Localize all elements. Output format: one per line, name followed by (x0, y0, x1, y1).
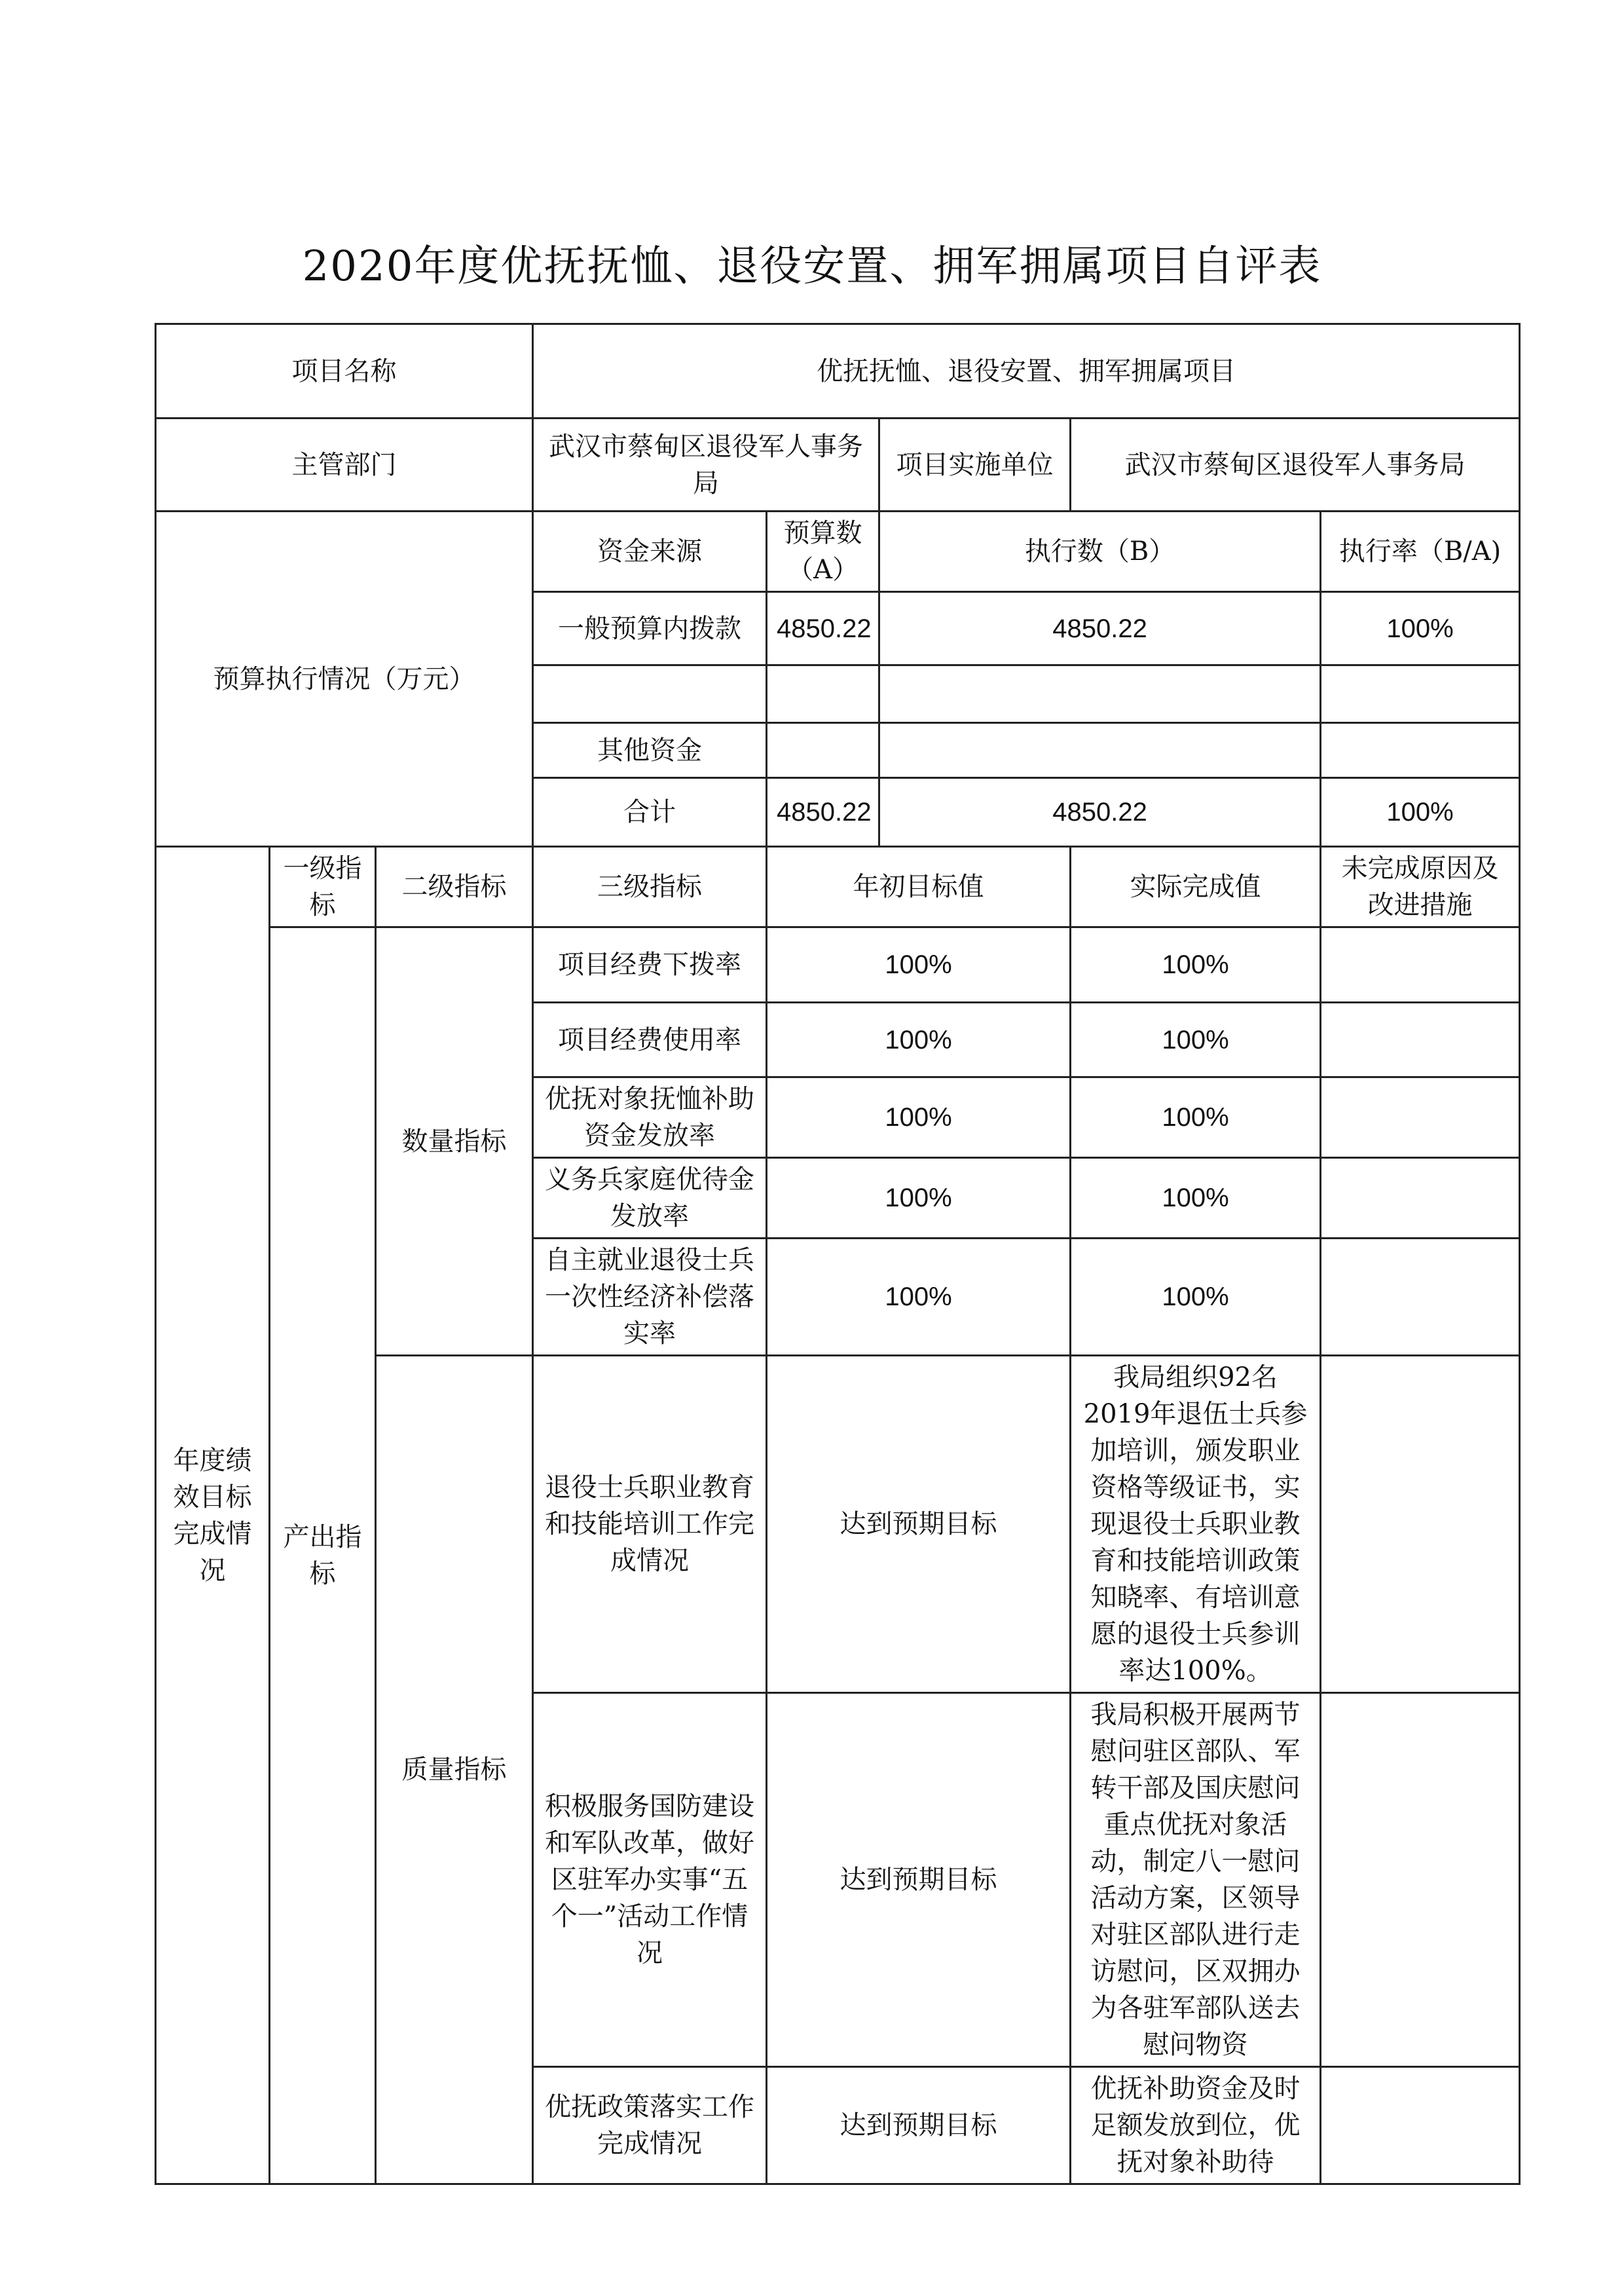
budget-header-row (156, 512, 1520, 592)
fund-source-header: 资金来源 (533, 512, 767, 592)
indicator-row (156, 927, 1520, 1003)
actual-value: 100% (1071, 927, 1321, 1003)
reason-value (1321, 1003, 1520, 1077)
budget-a-header: 预算数（A） (767, 512, 879, 592)
target-value: 达到预期目标 (767, 1693, 1071, 2067)
reason-header: 未完成原因及改进措施 (1321, 847, 1520, 927)
indicator-name: 项目经费下拨率 (533, 927, 767, 1003)
target-value: 100% (767, 927, 1071, 1003)
budget-execution-label: 预算执行情况（万元） (156, 512, 533, 847)
actual-value: 100% (1071, 1158, 1321, 1239)
executed-b-cell (879, 723, 1321, 778)
target-value: 100% (767, 1158, 1071, 1239)
budget-a-cell: 4850.22 (767, 778, 879, 847)
actual-value: 我局组织92名2019年退伍士兵参加培训，颁发职业资格等级证书，实现退役士兵职业教育和技能培训政策知晓率、有培训意愿的退役士兵参训率达100%。 (1071, 1356, 1321, 1693)
reason-value (1321, 927, 1520, 1003)
executed-b-cell: 4850.22 (879, 778, 1321, 847)
budget-a-cell (767, 665, 879, 723)
rate-cell: 100% (1321, 592, 1520, 665)
project-name-value: 优抚抚恤、退役安置、拥军拥属项目 (533, 324, 1520, 419)
budget-a-cell (767, 723, 879, 778)
target-value: 达到预期目标 (767, 1356, 1071, 1693)
rate-cell: 100% (1321, 778, 1520, 847)
level1-header: 一级指标 (270, 847, 376, 927)
actual-value: 100% (1071, 1003, 1321, 1077)
actual-value: 我局积极开展两节慰问驻区部队、军转干部及国庆慰问重点优抚对象活动，制定八一慰问活动方案，区领导对驻区部队进行走访慰问，区双拥办为各驻军部队送去慰问物资 (1071, 1693, 1321, 2067)
executed-b-header: 执行数（B） (879, 512, 1321, 592)
quantity-indicator-label: 数量指标 (376, 927, 533, 1356)
indicator-name: 优抚政策落实工作完成情况 (533, 2067, 767, 2184)
level3-header: 三级指标 (533, 847, 767, 927)
reason-value (1321, 2067, 1520, 2184)
executed-b-cell: 4850.22 (879, 592, 1321, 665)
department-row (156, 419, 1520, 512)
actual-value: 100% (1071, 1077, 1321, 1158)
reason-value (1321, 1693, 1520, 2067)
indicator-name: 义务兵家庭优待金发放率 (533, 1158, 767, 1239)
quality-indicator-label: 质量指标 (376, 1356, 533, 2184)
project-name-label: 项目名称 (156, 324, 533, 419)
indicator-name: 积极服务国防建设和军队改革，做好区驻军办实事“五个一”活动工作情况 (533, 1693, 767, 2067)
target-header: 年初目标值 (767, 847, 1071, 927)
target-value: 100% (767, 1003, 1071, 1077)
page-title: 2020年度优抚抚恤、退役安置、拥军拥属项目自评表 (302, 242, 1322, 291)
target-value: 达到预期目标 (767, 2067, 1071, 2184)
reason-value (1321, 1356, 1520, 1693)
target-value: 100% (767, 1077, 1071, 1158)
executed-b-cell (879, 665, 1321, 723)
annual-goals-label: 年度绩效目标完成情况 (156, 847, 270, 2184)
indicator-header-row (156, 847, 1520, 927)
actual-value: 优抚补助资金及时足额发放到位，优抚对象补助待 (1071, 2067, 1321, 2184)
implementing-unit-value: 武汉市蔡甸区退役军人事务局 (1071, 419, 1520, 512)
indicator-name: 项目经费使用率 (533, 1003, 767, 1077)
department-label: 主管部门 (156, 419, 533, 512)
implementing-unit-label: 项目实施单位 (879, 419, 1071, 512)
level1-output-label: 产出指标 (270, 927, 376, 2184)
fund-source-cell: 合计 (533, 778, 767, 847)
actual-header: 实际完成值 (1071, 847, 1321, 927)
indicator-name: 优抚对象抚恤补助资金发放率 (533, 1077, 767, 1158)
fund-source-cell: 其他资金 (533, 723, 767, 778)
actual-value: 100% (1071, 1239, 1321, 1356)
reason-value (1321, 1239, 1520, 1356)
level2-header: 二级指标 (376, 847, 533, 927)
indicator-name: 自主就业退役士兵一次性经济补偿落实率 (533, 1239, 767, 1356)
rate-header: 执行率（B/A) (1321, 512, 1520, 592)
fund-source-cell (533, 665, 767, 723)
fund-source-cell: 一般预算内拨款 (533, 592, 767, 665)
reason-value (1321, 1158, 1520, 1239)
budget-a-cell: 4850.22 (767, 592, 879, 665)
rate-cell (1321, 723, 1520, 778)
department-value: 武汉市蔡甸区退役军人事务局 (533, 419, 879, 512)
project-name-row (156, 324, 1520, 419)
rate-cell (1321, 665, 1520, 723)
self-evaluation-table (155, 323, 1521, 2185)
reason-value (1321, 1077, 1520, 1158)
target-value: 100% (767, 1239, 1071, 1356)
indicator-name: 退役士兵职业教育和技能培训工作完成情况 (533, 1356, 767, 1693)
